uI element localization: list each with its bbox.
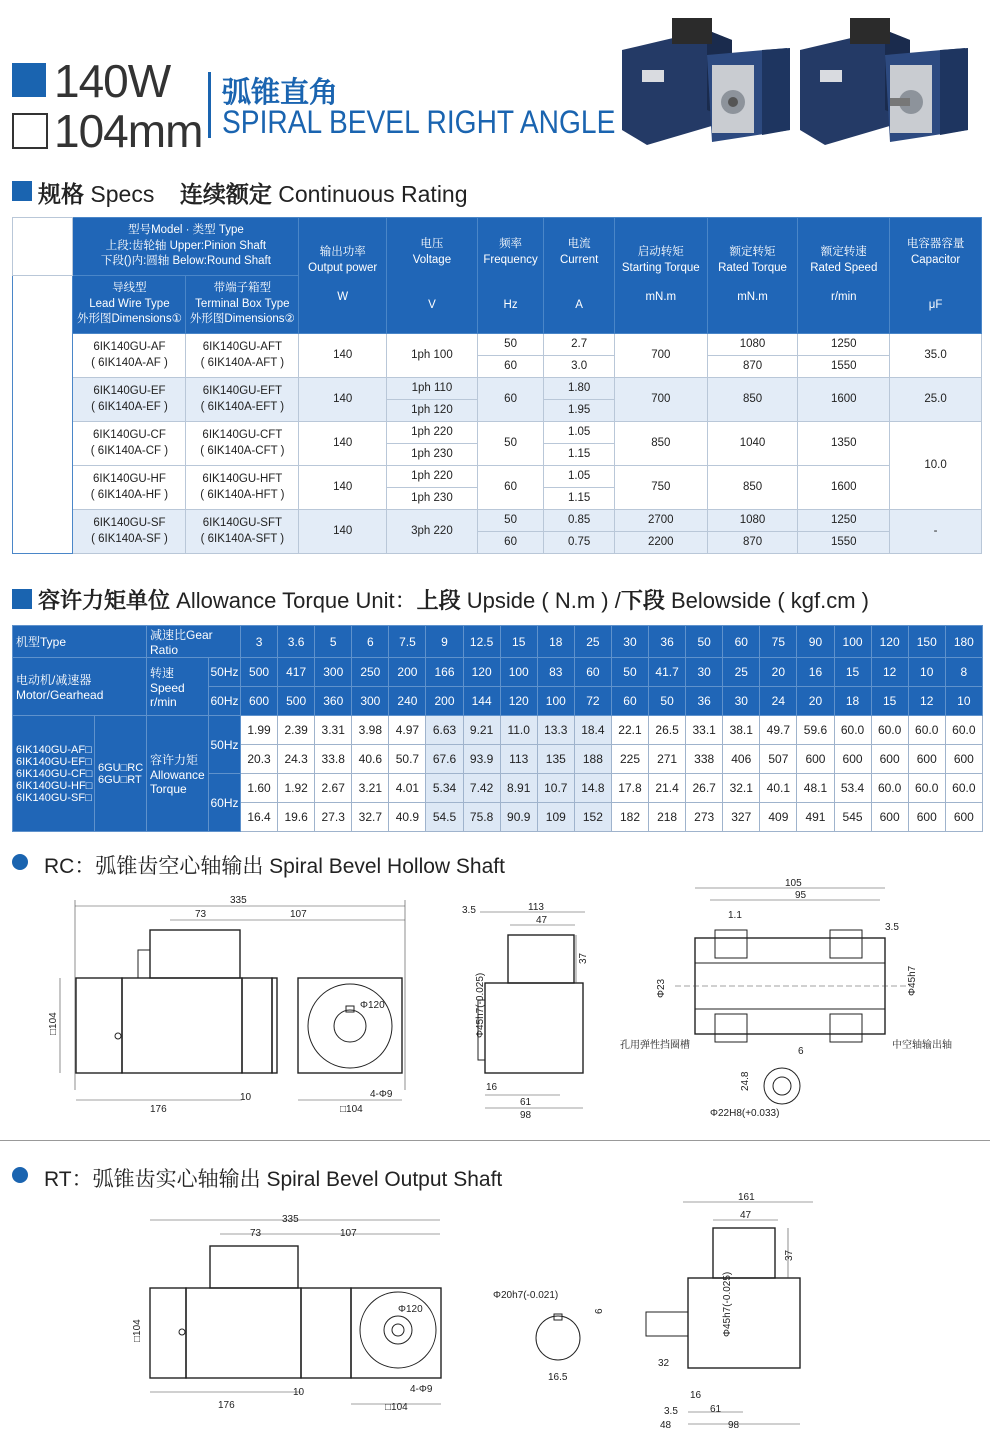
- dim-176: 176: [218, 1400, 235, 1411]
- ratio-cell: 5: [315, 626, 352, 658]
- lead-wire-header: 导线型 Lead Wire Type 外形图Dimensions①: [73, 276, 186, 334]
- outline-square-icon: [12, 113, 48, 149]
- torque-cell: 50.7: [389, 745, 426, 774]
- ratio-cell: 75: [760, 626, 797, 658]
- torque-cell: 60.0: [945, 716, 982, 745]
- table-row: [13, 716, 983, 745]
- torque-cell: 40.1: [760, 774, 797, 803]
- dim-key6: 6: [594, 1308, 605, 1314]
- speed-cell: 50: [611, 658, 648, 687]
- speed-cell: 200: [426, 687, 463, 716]
- speed-cell: 72: [574, 687, 611, 716]
- section-divider: [0, 1140, 990, 1141]
- torque-cell: 409: [760, 803, 797, 832]
- torque-cell: 406: [723, 745, 760, 774]
- speed-cell: 12: [871, 658, 908, 687]
- torque-cell: 4.01: [389, 774, 426, 803]
- dim-sq104: □104: [48, 1012, 59, 1035]
- dim-113: 113: [528, 902, 544, 913]
- torque-cell: 60.0: [871, 716, 908, 745]
- torque-cell: 152: [574, 803, 611, 832]
- dim-98: 98: [728, 1420, 740, 1430]
- speed-cell: 8: [945, 658, 982, 687]
- motor-photos: [612, 10, 992, 160]
- speed-cell: 60: [574, 658, 611, 687]
- dim-47: 47: [536, 915, 548, 926]
- torque-cell: 60.0: [834, 716, 871, 745]
- torque-cell: 20.3: [241, 745, 278, 774]
- specs-heading: 规格 Specs 连续额定 Continuous Rating: [38, 181, 468, 208]
- ratio-cell: 18: [537, 626, 574, 658]
- torque-cell: 182: [611, 803, 648, 832]
- dim-105: 105: [785, 878, 802, 889]
- torque-cell: 600: [834, 745, 871, 774]
- hz50-label: 50Hz: [209, 658, 241, 687]
- dim-61: 61: [520, 1097, 532, 1108]
- dim-37: 37: [578, 952, 589, 964]
- motor-gearhead-header: 电动机/减速器 Motor/Gearhead: [13, 658, 147, 716]
- speed-cell: 600: [241, 687, 278, 716]
- section-marker-icon: [12, 589, 32, 609]
- torque-cell: 17.8: [611, 774, 648, 803]
- torque-cell: 7.42: [463, 774, 500, 803]
- speed-cell: 20: [760, 658, 797, 687]
- allowance-torque-label: 容许力矩 Allowance Torque: [147, 716, 209, 832]
- speed-cell: 50: [649, 687, 686, 716]
- dim-98: 98: [520, 1110, 532, 1120]
- motor-image-solid: [800, 18, 968, 145]
- dim-total: 335: [282, 1214, 299, 1225]
- torque-cell: 16.4: [241, 803, 278, 832]
- torque-cell: 273: [686, 803, 723, 832]
- title-divider: [208, 72, 211, 138]
- torque-cell: 600: [797, 745, 834, 774]
- speed-cell: 25: [723, 658, 760, 687]
- dim-1-1: 1.1: [728, 910, 742, 921]
- torque-cell: 67.6: [426, 745, 463, 774]
- torque-cell: 4.97: [389, 716, 426, 745]
- dim-32: 32: [658, 1358, 670, 1369]
- ratio-cell: 9: [426, 626, 463, 658]
- hz60-label: 60Hz: [209, 687, 241, 716]
- ratio-cell: 15: [500, 626, 537, 658]
- dim-phi120: Φ120: [398, 1304, 423, 1315]
- torque-cell: 3.31: [315, 716, 352, 745]
- torque-cell: 24.3: [278, 745, 315, 774]
- torque-cell: 338: [686, 745, 723, 774]
- dim-phi23: Φ23: [656, 978, 667, 998]
- torque-cell: 22.1: [611, 716, 648, 745]
- dim-16: 16: [486, 1082, 498, 1093]
- col-rated-speed: 额定转速 Rated Speed r/min: [798, 218, 890, 334]
- ratio-cell: 3: [241, 626, 278, 658]
- hz50-label: 50Hz: [209, 716, 241, 774]
- torque-cell: 600: [945, 803, 982, 832]
- dim-107: 107: [340, 1228, 357, 1239]
- dim-3-5b: 3.5: [885, 922, 899, 933]
- dim-sq104-b: □104: [340, 1104, 363, 1115]
- speed-header: 转速Speed r/min: [147, 658, 209, 716]
- torque-cell: 218: [649, 803, 686, 832]
- torque-cell: 32.7: [352, 803, 389, 832]
- motor-image-hollow: [622, 18, 790, 145]
- dim-holes: 4-Φ9: [370, 1089, 393, 1100]
- torque-cell: 1.99: [241, 716, 278, 745]
- torque-cell: 10.7: [537, 774, 574, 803]
- speed-cell: 12: [908, 687, 945, 716]
- ratio-cell: 30: [611, 626, 648, 658]
- rc-title: RC：弧锥齿空心轴输出 Spiral Bevel Hollow Shaft: [44, 855, 505, 878]
- ratio-cell: 3.6: [278, 626, 315, 658]
- speed-cell: 41.7: [649, 658, 686, 687]
- torque-cell: 600: [908, 745, 945, 774]
- torque-cell: 60.0: [908, 716, 945, 745]
- torque-cell: 26.5: [649, 716, 686, 745]
- torque-cell: 14.8: [574, 774, 611, 803]
- torque-cell: 60.0: [908, 774, 945, 803]
- torque-cell: 40.6: [352, 745, 389, 774]
- speed-cell: 15: [834, 658, 871, 687]
- dim-total: 335: [230, 895, 247, 906]
- table-row: 6IK140GU-SF ( 6IK140A-SF ) 6IK140GU-SFT ( 6IK140A-SFT ) 140 3ph 220 50 0.85 2700 1080 1250 -: [13, 510, 982, 532]
- ratio-cell: 36: [649, 626, 686, 658]
- speed-cell: 18: [834, 687, 871, 716]
- speed-cell: 83: [537, 658, 574, 687]
- table-row: 6IK140GU-HF ( 6IK140A-HF ) 6IK140GU-HFT ( 6IK140A-HFT ) 140 1ph 220 60 1.05 750 850 1600: [13, 466, 982, 488]
- dim-16-5: 16.5: [548, 1372, 568, 1383]
- model-header: 型号Model · 类型 Type 上段:齿轮轴 Upper:Pinion Shaft 下段()内:圆轴 Below:Round Shaft: [73, 218, 299, 276]
- model-list: 6IK140GU-AF□ 6IK140GU-EF□ 6IK140GU-CF□ 6IK140GU-HF□ 6IK140GU-SF□: [13, 716, 95, 832]
- torque-cell: 59.6: [797, 716, 834, 745]
- section-marker-icon: [12, 181, 32, 201]
- torque-table: [12, 625, 983, 832]
- torque-cell: 48.1: [797, 774, 834, 803]
- dim-107: 107: [290, 909, 307, 920]
- torque-cell: 109: [537, 803, 574, 832]
- torque-cell: 21.4: [649, 774, 686, 803]
- torque-cell: 327: [723, 803, 760, 832]
- speed-cell: 144: [463, 687, 500, 716]
- torque-cell: 5.34: [426, 774, 463, 803]
- table-row: 6IK140GU-AF ( 6IK140A-AF ) 6IK140GU-AFT ( 6IK140A-AFT ) 140 1ph 100 50 2.7 700 1080 1250 35.0: [13, 334, 982, 356]
- table-row: 6IK140GU-EF ( 6IK140A-EF ) 6IK140GU-EFT ( 6IK140A-EFT ) 140 1ph 110 60 1.80 700 850 1600 25.0: [13, 378, 982, 400]
- speed-cell: 30: [686, 658, 723, 687]
- speed-cell: 200: [389, 658, 426, 687]
- col-output: 输出功率 Output power W: [299, 218, 387, 334]
- ratio-cell: 100: [834, 626, 871, 658]
- ratio-cell: 180: [945, 626, 982, 658]
- torque-cell: 600: [871, 803, 908, 832]
- speed-cell: 100: [537, 687, 574, 716]
- speed-cell: 15: [871, 687, 908, 716]
- dim-176: 176: [150, 1104, 167, 1115]
- torque-cell: 1.92: [278, 774, 315, 803]
- dim-sq104: □104: [132, 1319, 143, 1342]
- rt-shaft-section: [488, 1282, 618, 1392]
- rc-side-view: [40, 890, 420, 1125]
- speed-cell: 417: [278, 658, 315, 687]
- dim-phi120: Φ120: [360, 1000, 385, 1011]
- torque-cell: 38.1: [723, 716, 760, 745]
- speed-cell: 30: [723, 687, 760, 716]
- dim-10: 10: [293, 1387, 305, 1398]
- torque-cell: 93.9: [463, 745, 500, 774]
- dim-bore22: Φ22H8(+0.033): [710, 1108, 780, 1119]
- dim-3-5: 3.5: [664, 1406, 678, 1417]
- dim-shaft20: Φ20h7(-0.021): [493, 1290, 559, 1301]
- terminal-box-header: 带端子箱型 Terminal Box Type 外形图Dimensions②: [186, 276, 299, 334]
- torque-cell: 54.5: [426, 803, 463, 832]
- speed-cell: 120: [463, 658, 500, 687]
- torque-cell: 26.7: [686, 774, 723, 803]
- dim-sq104-b: □104: [385, 1402, 408, 1413]
- torque-cell: 8.91: [500, 774, 537, 803]
- ratio-cell: 60: [723, 626, 760, 658]
- torque-cell: 3.98: [352, 716, 389, 745]
- col-frequency: 频率 Frequency Hz: [477, 218, 544, 334]
- torque-cell: 507: [760, 745, 797, 774]
- dim-shaft45: Φ45h7(-0.025): [722, 1271, 733, 1337]
- speed-cell: 16: [797, 658, 834, 687]
- speed-cell: 20: [797, 687, 834, 716]
- torque-cell: 60.0: [945, 774, 982, 803]
- dim-47: 47: [740, 1210, 752, 1221]
- col-rated-torque: 额定转矩 Rated Torque mN.m: [707, 218, 798, 334]
- speed-cell: 500: [241, 658, 278, 687]
- torque-cell: 18.4: [574, 716, 611, 745]
- speed-cell: 166: [426, 658, 463, 687]
- speed-cell: 360: [315, 687, 352, 716]
- torque-cell: 2.39: [278, 716, 315, 745]
- ratio-cell: 120: [871, 626, 908, 658]
- dim-73: 73: [195, 909, 207, 920]
- speed-cell: 300: [352, 687, 389, 716]
- torque-cell: 33.8: [315, 745, 352, 774]
- speed-cell: 250: [352, 658, 389, 687]
- torque-cell: 225: [611, 745, 648, 774]
- hz60-label: 60Hz: [209, 774, 241, 832]
- torque-cell: 33.1: [686, 716, 723, 745]
- ratio-cell: 150: [908, 626, 945, 658]
- speed-cell: 24: [760, 687, 797, 716]
- speed-cell: 240: [389, 687, 426, 716]
- dim-24-8: 24.8: [740, 1071, 751, 1091]
- torque-cell: 545: [834, 803, 871, 832]
- table-row: 6IK140GU-CF ( 6IK140A-CF ) 6IK140GU-CFT ( 6IK140A-CFT ) 140 1ph 220 50 1.05 850 1040 1350 10.0: [13, 422, 982, 444]
- torque-cell: 90.9: [500, 803, 537, 832]
- bullet-icon: [12, 854, 28, 870]
- gear-ratio-header: 减速比Gear Ratio: [147, 626, 241, 658]
- torque-heading: 容许力矩单位 Allowance Torque Unit：上段 Upside ( N.m ) /下段 Belowside ( kgf.cm ): [38, 588, 870, 614]
- bullet-icon: [12, 1167, 28, 1183]
- torque-cell: 135: [537, 745, 574, 774]
- type-header: 机型Type: [13, 626, 147, 658]
- filled-square-icon: [12, 63, 46, 97]
- dim-48: 48: [660, 1420, 672, 1430]
- torque-cell: 40.9: [389, 803, 426, 832]
- torque-cell: 600: [945, 745, 982, 774]
- ratio-cell: 12.5: [463, 626, 500, 658]
- induction-motor-label: 感应电动机 Induction Motor: [13, 276, 73, 554]
- gearhead-list: 6GU□RC 6GU□RT: [95, 716, 147, 832]
- dim-95: 95: [795, 890, 807, 901]
- speed-cell: 10: [945, 687, 982, 716]
- dim-shaft45: Φ45h7(-0.025): [475, 972, 486, 1038]
- frame-size-label: 104mm: [54, 105, 203, 157]
- rc-front-view: [450, 900, 600, 1120]
- torque-cell: 1.60: [241, 774, 278, 803]
- torque-cell: 600: [908, 803, 945, 832]
- rt-side-view: [110, 1212, 450, 1427]
- speed-cell: 10: [908, 658, 945, 687]
- col-voltage: 电压 Voltage V: [387, 218, 478, 334]
- dim-16: 16: [690, 1390, 702, 1401]
- spec-table: 型号Model · 类型 Type 上段:齿轮轴 Upper:Pinion Shaft 下段()内:圆轴 Below:Round Shaft 输出功率 Output power W 电压 Voltage V 频率 Frequency Hz 电流 Current A 启动转矩 Starting Torque mN.m 额定转矩 Rated Torque mN.m 额定转速 Rated Speed r/min 电容器容量 Capacitor μF 感应电动机 Induction Motor 导线型 Lead Wire Type 外形图Dimensions① 带端子箱型 Terminal Box Type 外形图Dimensions② 6IK140GU-AF ( 6IK140A-AF ) 6IK140GU-AFT ( 6IK140A-AFT ) 140 1ph 100 50 2.7 700 1080 1250 35.0 60 3.0 870 1550 6IK140GU-EF ( 6IK140A-EF ) 6IK140GU-EFT ( 6IK140A-EFT ) 140 1ph 110 60 1.80 700 850 1600 25.0 1ph 120 1.95 6IK140GU-CF ( 6IK140A-CF ) 6IK140GU-CFT ( 6IK140A-CFT ) 140 1ph 220 50 1.05 850 1040 1350 10.0 1ph 230 1.15 6IK140GU-HF ( 6IK140A-HF ) 6IK140GU-HFT ( 6IK140A-HFT ) 140 1ph 220 60 1.05 750 850 1600 1ph 230 1.15 6IK140GU-SF ( 6IK140A-SF ) 6IK140GU-SFT ( 6IK140A-SFT ) 140 3ph 220 50 0.85 2700 1080 1250 - 60 0.75 2200 870 1550: [12, 217, 982, 554]
- torque-cell: 11.0: [500, 716, 537, 745]
- torque-cell: 75.8: [463, 803, 500, 832]
- note-hollow-output: 中空轴输出轴: [892, 1040, 952, 1051]
- torque-cell: 49.7: [760, 716, 797, 745]
- ratio-cell: 90: [797, 626, 834, 658]
- torque-cell: 13.3: [537, 716, 574, 745]
- title-en: SPIRAL BEVEL RIGHT ANGLE: [222, 104, 616, 140]
- power-label: 140W: [54, 55, 171, 107]
- rt-front-view: [628, 1190, 818, 1430]
- torque-cell: 188: [574, 745, 611, 774]
- torque-cell: 271: [649, 745, 686, 774]
- dim-161: 161: [738, 1192, 755, 1203]
- ratio-cell: 6: [352, 626, 389, 658]
- dim-key6: 6: [798, 1046, 804, 1057]
- speed-cell: 100: [500, 658, 537, 687]
- ratio-cell: 7.5: [389, 626, 426, 658]
- torque-cell: 60.0: [871, 774, 908, 803]
- torque-cell: 3.21: [352, 774, 389, 803]
- speed-cell: 500: [278, 687, 315, 716]
- dim-holes: 4-Φ9: [410, 1384, 433, 1395]
- speed-cell: 36: [686, 687, 723, 716]
- speed-cell: 60: [611, 687, 648, 716]
- speed-cell: 120: [500, 687, 537, 716]
- torque-cell: 53.4: [834, 774, 871, 803]
- torque-cell: 9.21: [463, 716, 500, 745]
- dim-61: 61: [710, 1404, 722, 1415]
- rt-title: RT：弧锥齿实心轴输出 Spiral Bevel Output Shaft: [44, 1168, 503, 1191]
- torque-cell: 32.1: [723, 774, 760, 803]
- dim-phi45: Φ45h7: [907, 965, 918, 996]
- rc-hollow-shaft-section: [620, 878, 990, 1123]
- dim-10: 10: [240, 1092, 252, 1103]
- dim-37: 37: [784, 1249, 795, 1261]
- torque-cell: 19.6: [278, 803, 315, 832]
- col-current: 电流 Current A: [544, 218, 615, 334]
- ratio-cell: 25: [574, 626, 611, 658]
- speed-cell: 300: [315, 658, 352, 687]
- torque-cell: 600: [871, 745, 908, 774]
- torque-cell: 113: [500, 745, 537, 774]
- col-starting-torque: 启动转矩 Starting Torque mN.m: [614, 218, 707, 334]
- col-capacitor: 电容器容量 Capacitor μF: [890, 218, 982, 334]
- dim-73: 73: [250, 1228, 262, 1239]
- torque-cell: 6.63: [426, 716, 463, 745]
- dim-3-5: 3.5: [462, 905, 476, 916]
- title-cn: 弧锥直角: [222, 75, 339, 109]
- torque-cell: 491: [797, 803, 834, 832]
- ratio-cell: 50: [686, 626, 723, 658]
- torque-cell: 27.3: [315, 803, 352, 832]
- torque-cell: 2.67: [315, 774, 352, 803]
- note-retaining-ring: 孔用弹性挡圈槽: [620, 1040, 690, 1051]
